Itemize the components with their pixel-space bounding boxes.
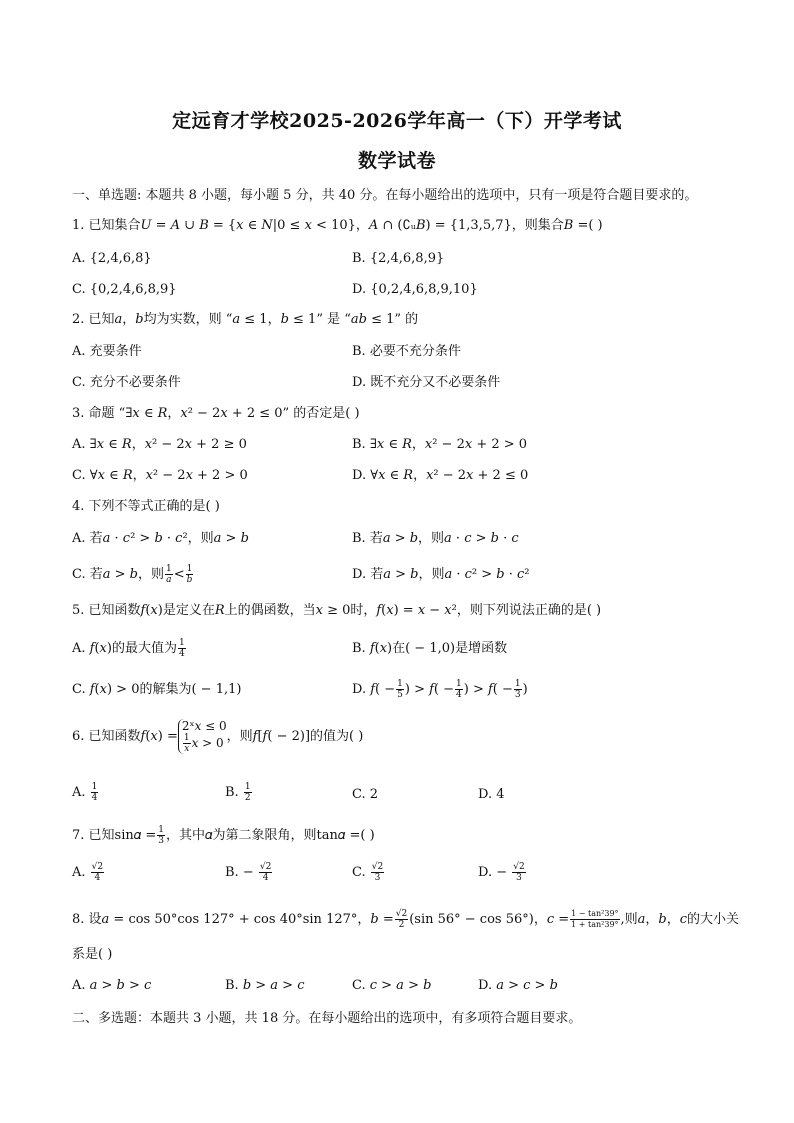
q5-option-c: C. 𝑓(𝑥) > 0的解集为( − 1,1): [72, 682, 242, 697]
q5-option-a: A. 𝑓(𝑥)的最大值为 $\frac{1}{4}$: [72, 638, 185, 659]
q7-option-c: C. $\frac{√2}{3}$: [352, 862, 384, 883]
q6-option-c: C. 2: [352, 787, 379, 802]
fraction: $\frac{1}{5}$: [397, 679, 403, 700]
fraction: $\frac{√2}{3}$: [371, 862, 384, 883]
q1-option-c: C. {0,2,4,6,8,9}: [72, 282, 177, 297]
q4-option-c: C. 若𝑎 > 𝑏，则 $\frac{1}{\text{𝑎}}$ < $\frac{1}{\text{𝑏}}$: [72, 564, 193, 585]
q1-option-a: A. {2,4,6,8}: [72, 251, 152, 266]
fraction: $\frac{√2}{3}$: [513, 862, 525, 883]
q8-stem-continued: 系是( ): [72, 947, 113, 962]
exam-title: 定远育才学校2025-2026学年高一（下）开学考试: [172, 110, 622, 132]
fraction: $\frac{√2}{2}$: [395, 909, 408, 930]
q1-option-d: D. {0,2,4,6,8,9,10}: [352, 282, 478, 297]
q5-option-b: B. 𝑓(𝑥)在( − 1,0)是增函数: [352, 641, 508, 656]
q6-option-d: D. 4: [478, 787, 505, 802]
q8-stem: 8. 设𝑎 = cos 50°cos 127° + cos 40°sin 127°，𝑏 = $\frac{√2}{2}$ (sin 56° − cos 56°)，𝑐 = $\frac{\text{1 − tan²39°}}{\text{1 + tan²39°}}$ ,则𝑎，𝑏，𝑐的大小关: [72, 909, 740, 930]
fraction: $\frac{1}{3}$: [514, 679, 521, 700]
q5-stem: 5. 已知函数𝑓(𝑥)是定义在𝑅上的偶函数，当𝑥 ≥ 0时，𝑓(𝑥) = 𝑥 − 𝑥²，则下列说法正确的是( ): [72, 603, 602, 618]
q3-option-d: D. ∀𝑥 ∈ 𝑅，𝑥² − 2𝑥 + 2 ≤ 0: [352, 468, 529, 483]
q7-option-d: D. − $\frac{√2}{3}$: [478, 862, 525, 883]
q3-option-b: B. ∃𝑥 ∈ 𝑅，𝑥² − 2𝑥 + 2 > 0: [352, 437, 528, 452]
q2-option-d: D. 既不充分又不必要条件: [352, 375, 501, 390]
q7-stem: 7. 已知sin𝛼 = $\frac{1}{3}$ ，其中𝛼为第二象限角，则tan𝛼 =( ): [72, 825, 375, 846]
fraction: $\frac{1}{\text{𝑥}}$: [183, 733, 190, 754]
q7-option-b: B. − $\frac{√2}{4}$: [225, 862, 272, 883]
section-2-heading: 二、多选题：本题共 3 小题，共 18 分。在每小题给出的选项中，有多项符合题目要求。: [72, 1011, 582, 1026]
q1-option-b: B. {2,4,6,8,9}: [352, 251, 445, 266]
fraction: $\frac{1}{\text{𝑎}}$: [165, 564, 172, 585]
q5-option-d: D. 𝑓( − $\frac{1}{5}$ ) > 𝑓( − $\frac{1}{4}$ ) > 𝑓( − $\frac{1}{3}$ ): [352, 679, 528, 700]
fraction: $\frac{1}{2}$: [244, 782, 251, 803]
q4-option-b: B. 若𝑎 > 𝑏，则𝑎 · 𝑐 > 𝑏 · 𝑐: [352, 531, 519, 546]
q6-option-a: A. $\frac{1}{4}$: [72, 782, 98, 803]
q4-stem: 4. 下列不等式正确的是( ): [72, 499, 220, 514]
q1-stem: 1. 已知集合𝑈 = 𝐴 ∪ 𝐵 = {𝑥 ∈ 𝑁|0 ≤ 𝑥 < 10}，𝐴 ∩ (∁ᵤ𝐵) = {1,3,5,7}，则集合𝐵 =( ): [72, 218, 603, 233]
exam-subtitle: 数学试卷: [357, 150, 436, 172]
fraction: $\frac{√2}{4}$: [91, 862, 104, 883]
q2-stem: 2. 已知𝑎，𝑏均为实数，则 “𝑎 ≤ 1，𝑏 ≤ 1” 是 “𝑎𝑏 ≤ 1” 的: [72, 312, 419, 327]
fraction: $\frac{√2}{4}$: [259, 862, 272, 883]
fraction: $\frac{1}{\text{𝑏}}$: [186, 564, 193, 585]
q8-option-c: C. 𝑐 > 𝑎 > 𝑏: [352, 978, 432, 993]
q7-option-a: A. $\frac{√2}{4}$: [72, 862, 104, 883]
fraction: $\frac{\text{1 − tan²39°}}{\text{1 + tan²39°}}$: [571, 909, 619, 929]
fraction: $\frac{1}{4}$: [91, 782, 98, 803]
q3-option-a: A. ∃𝑥 ∈ 𝑅，𝑥² − 2𝑥 + 2 ≥ 0: [72, 437, 247, 452]
fraction: $\frac{1}{4}$: [178, 638, 185, 659]
q4-option-a: A. 若𝑎 · 𝑐² > 𝑏 · 𝑐²，则𝑎 > 𝑏: [72, 531, 249, 546]
q3-stem: 3. 命题 “∃𝑥 ∈ 𝑅，𝑥² − 2𝑥 + 2 ≤ 0” 的否定是( ): [72, 406, 360, 421]
q6-stem: 6. 已知函数𝑓(𝑥) = 2ˣ𝑥 ≤ 0 $\frac{1}{\text{𝑥}}$ 𝑥 > 0 ，则𝑓[𝑓( − 2)]的值为( ): [72, 719, 364, 754]
q8-option-b: B. 𝑏 > 𝑎 > 𝑐: [225, 978, 305, 993]
q3-option-c: C. ∀𝑥 ∈ 𝑅，𝑥² − 2𝑥 + 2 > 0: [72, 468, 248, 483]
section-1-heading: 一、单选题: 本题共 8 小题，每小题 5 分，共 40 分。在每小题给出的选项中，只有一项是符合题目要求的。: [72, 188, 698, 203]
q8-option-a: A. 𝑎 > 𝑏 > 𝑐: [72, 978, 152, 993]
q2-option-c: C. 充分不必要条件: [72, 375, 181, 390]
q2-option-b: B. 必要不充分条件: [352, 344, 461, 359]
fraction: $\frac{1}{3}$: [158, 825, 165, 846]
piecewise-brace: 2ˣ𝑥 ≤ 0 $\frac{1}{\text{𝑥}}$ 𝑥 > 0: [178, 719, 227, 754]
fraction: $\frac{1}{4}$: [456, 679, 462, 700]
q4-option-d: D. 若𝑎 > 𝑏，则𝑎 · 𝑐² > 𝑏 · 𝑐²: [352, 567, 530, 582]
q8-option-d: D. 𝑎 > 𝑐 > 𝑏: [478, 978, 558, 993]
q6-option-b: B. $\frac{1}{2}$: [225, 782, 251, 803]
q2-option-a: A. 充要条件: [72, 344, 142, 359]
